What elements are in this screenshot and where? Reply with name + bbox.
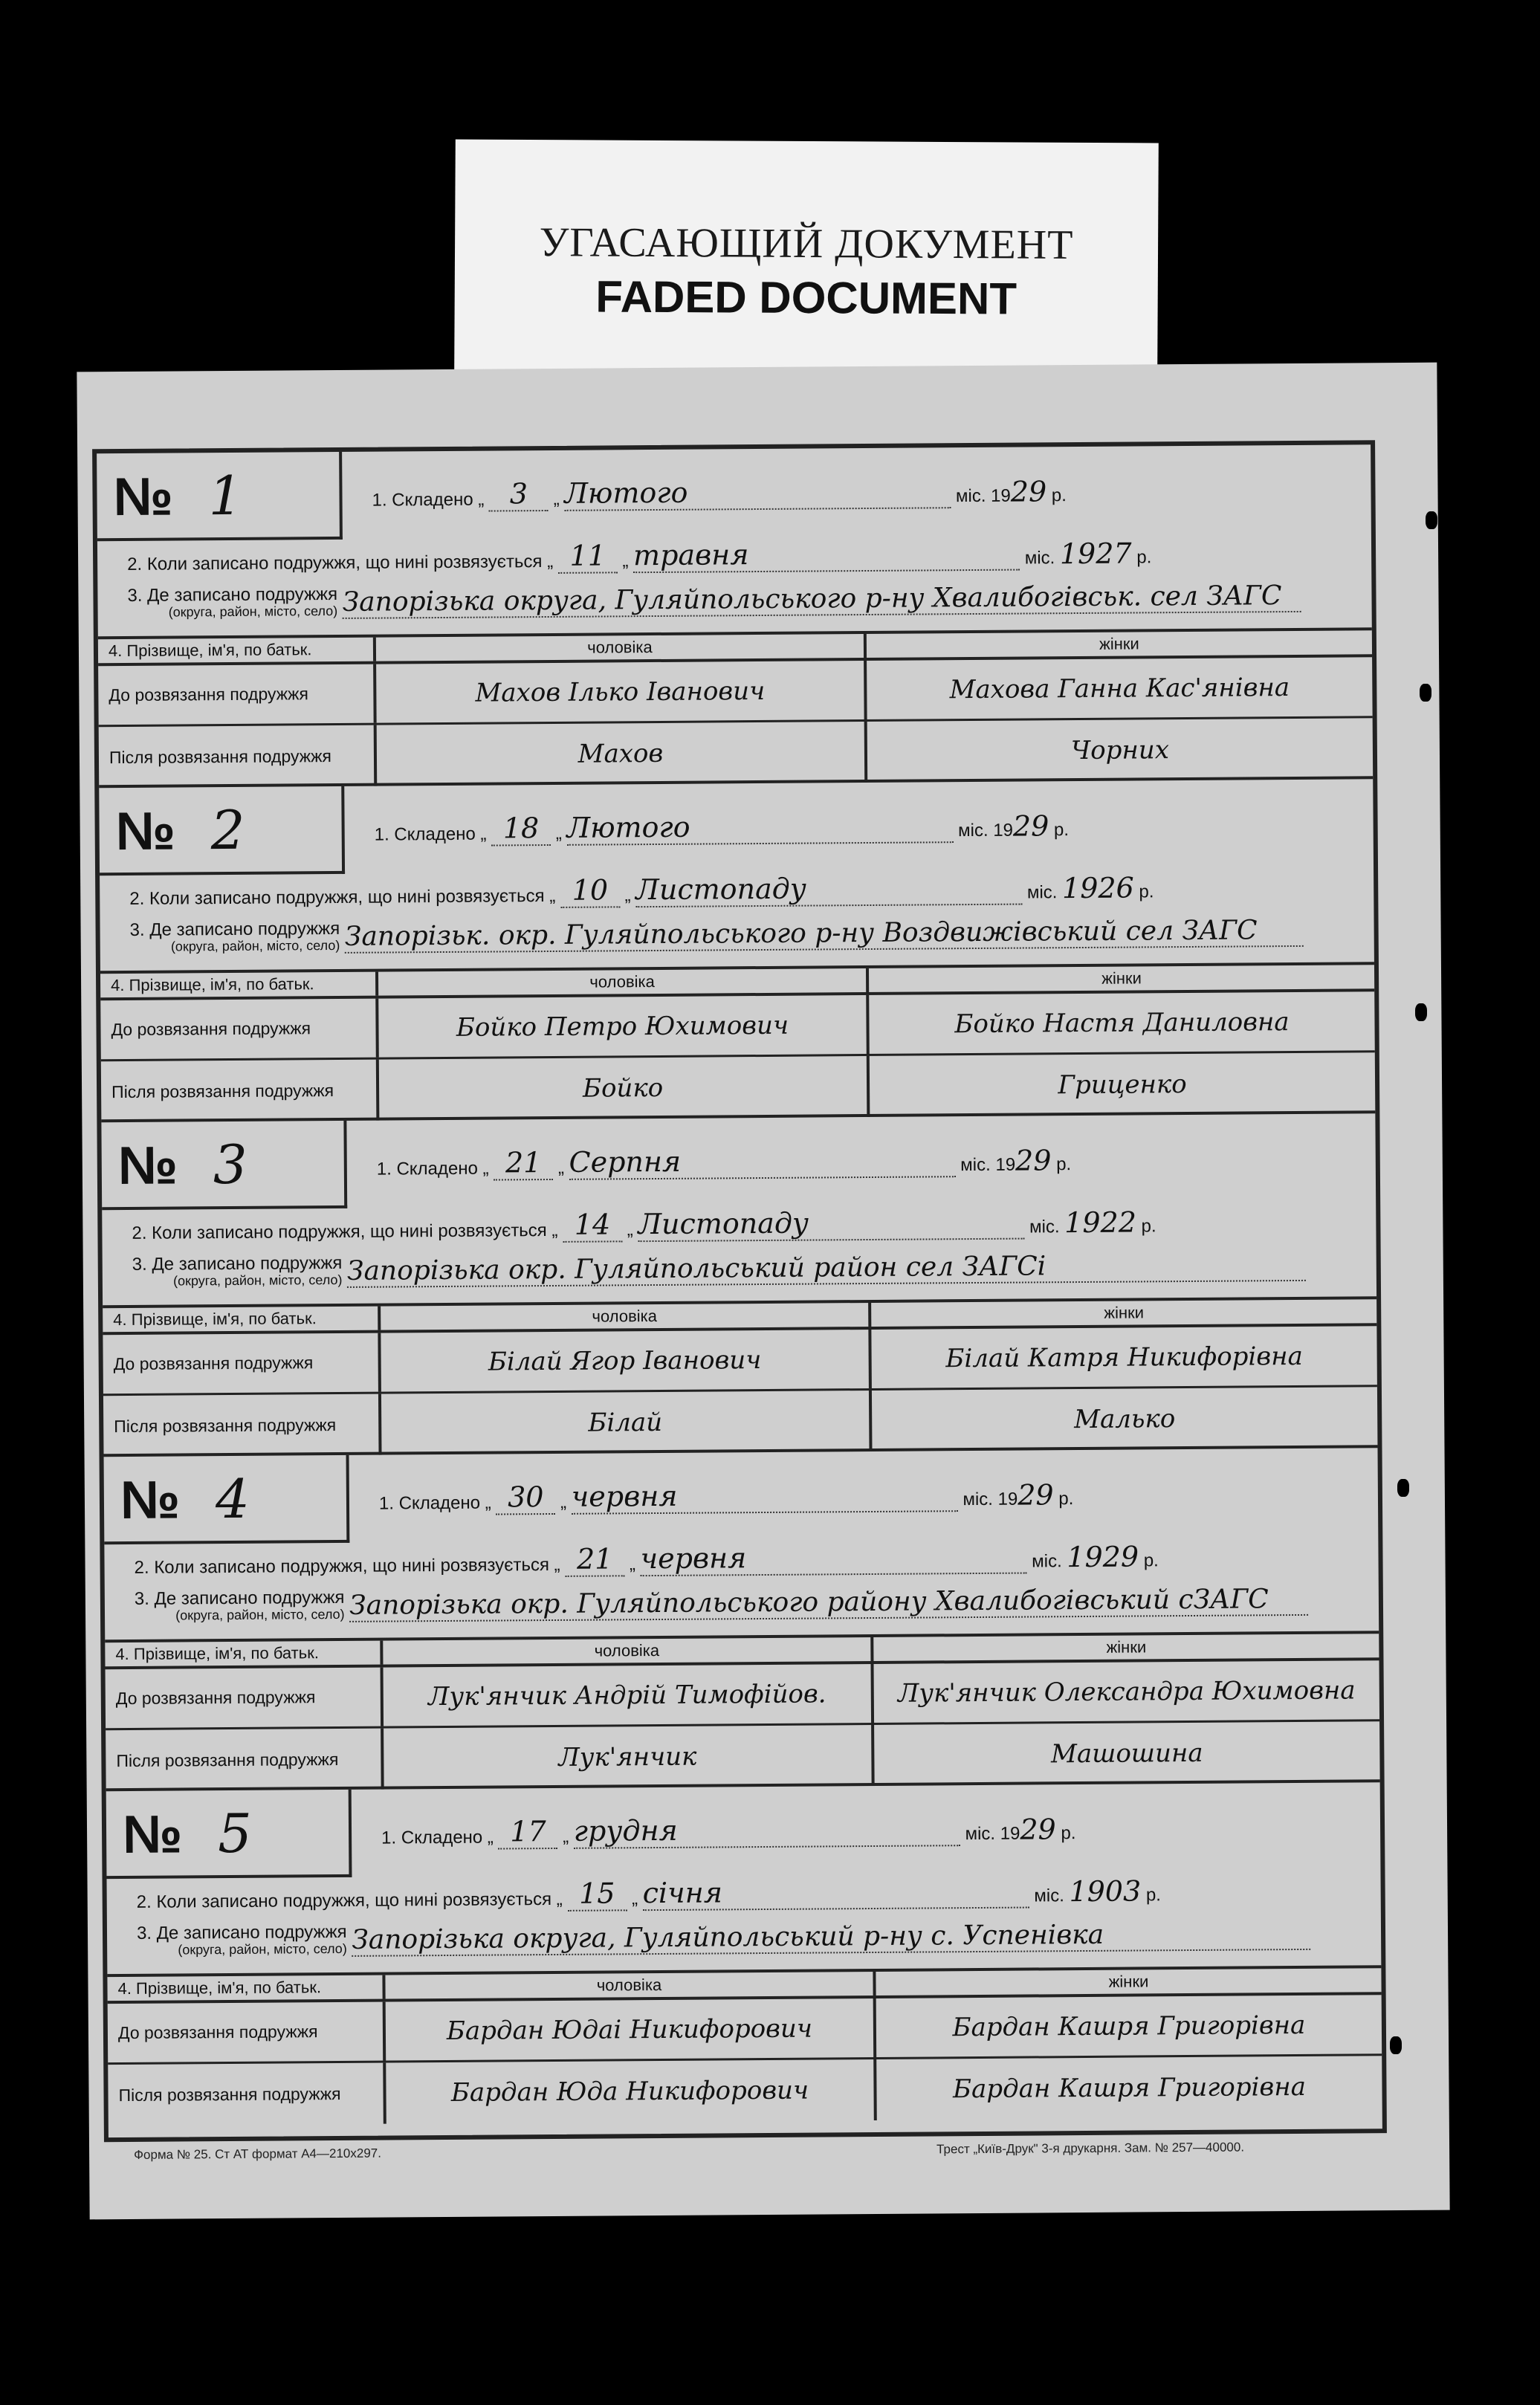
registered-year: 1927: [1059, 537, 1132, 571]
divorce-record: [101, 1113, 1377, 1457]
number-sign: №: [117, 1136, 178, 1197]
record-number-box: [99, 786, 345, 875]
after-divorce-row: [101, 1052, 1376, 1122]
names-table: [105, 1631, 1379, 1791]
registered-label: 2. Коли записано подружжя, що нині розвязується: [129, 886, 545, 909]
faded-document-label: [454, 140, 1159, 374]
compiled-line: 1. Складено „ 18 „ Лютого міс. 1929 р.: [374, 809, 1070, 845]
after-divorce-row: [99, 718, 1374, 788]
punch-hole: [1420, 684, 1431, 702]
record-number: 2: [210, 798, 245, 862]
husband-after: Бардан Юда Никифорович: [386, 2059, 877, 2124]
husband-before: Білай Ягор Іванович: [381, 1330, 872, 1392]
registered-year: 1929: [1067, 1540, 1139, 1574]
husband-before: Лук'янчик Андрій Тимофійов.: [384, 1664, 875, 1726]
compiled-day: 18: [491, 812, 551, 847]
registered-month: червня: [640, 1540, 1026, 1577]
place-label-block: [135, 1587, 345, 1624]
before-divorce-row: [106, 1660, 1380, 1730]
compiled-label: 1. Складено: [376, 1158, 479, 1179]
divorce-record: [99, 779, 1375, 1122]
header-wife: жінки: [1099, 634, 1139, 653]
place-sublabel: (округа, район, місто, село): [172, 1272, 343, 1289]
wife-before: Бойко Настя Даниловна: [954, 1006, 1290, 1039]
place-line: [137, 1915, 1311, 1958]
punch-hole: [1397, 1479, 1409, 1497]
compiled-mis-label: міс.: [955, 485, 986, 507]
header-husband: чоловіка: [378, 968, 869, 996]
husband-after: Лук'янчик: [384, 1725, 875, 1790]
compiled-r-label: р.: [1061, 1823, 1076, 1844]
husband-after: Білай: [381, 1391, 873, 1455]
registered-r-label: р.: [1141, 1216, 1156, 1237]
names-table: [107, 1965, 1382, 2126]
registered-day: 11: [558, 539, 618, 574]
compiled-day: 17: [498, 1815, 557, 1850]
wife-after: Малько: [1074, 1404, 1176, 1435]
registered-year: 1926: [1061, 871, 1134, 905]
registered-line: 2. Коли записано подружжя, що нині розвязується „ 14 „ Листопаду міс. 1922 р.: [132, 1205, 1156, 1243]
footer-form-code: Форма № 25. Ст АТ формат А4—210х297.: [134, 2146, 381, 2162]
before-label: До розвязання подружжя: [103, 1333, 381, 1394]
compiled-label: 1. Складено: [374, 823, 476, 845]
names-header-label: 4. Прізвище, ім'я, по батьк.: [107, 1975, 385, 2001]
registered-month: січня: [642, 1874, 1029, 1912]
place-label: 3. Де записано подружжя: [132, 1252, 343, 1275]
record-number-box: [104, 1455, 350, 1544]
wife-before: Махова Ганна Кас'янівна: [949, 672, 1290, 705]
place-label: 3. Де записано подружжя: [136, 1921, 347, 1943]
number-sign: №: [122, 1804, 183, 1865]
number-sign: №: [120, 1470, 181, 1531]
wife-after: Машошина: [1050, 1738, 1203, 1770]
record-number-box: [97, 452, 343, 541]
husband-after: Бойко: [379, 1056, 870, 1121]
place-value: Запорізька округа, Гуляйпольський р-ну с. Успенівка: [352, 1918, 1310, 1957]
place-line: [127, 577, 1301, 621]
after-label: Після розвязання подружжя: [103, 1394, 382, 1457]
record-number: 5: [217, 1802, 253, 1865]
place-label: 3. Де записано подружжя: [127, 583, 338, 606]
header-wife: жінки: [1108, 1972, 1149, 1991]
registered-mis-label: міс.: [1026, 882, 1058, 903]
compiled-r-label: р.: [1051, 485, 1067, 506]
label-line-ru: УГАСАЮЩИЙ ДОКУМЕНТ: [539, 219, 1074, 268]
punch-hole: [1390, 2036, 1402, 2054]
names-header-label: 4. Прізвище, ім'я, по батьк.: [98, 638, 376, 664]
registered-day: 14: [563, 1208, 622, 1243]
registered-mis-label: міс.: [1032, 1551, 1062, 1572]
compiled-r-label: р.: [1053, 820, 1070, 841]
compiled-line: 1. Складено „ 21 „ Серпня міс. 1929 р.: [376, 1144, 1072, 1179]
divorce-record: [104, 1448, 1380, 1791]
compiled-year: 29: [1017, 1478, 1054, 1512]
husband-before: Бардан Юдаі Никифорович: [386, 1998, 877, 2061]
registered-month: травня: [633, 537, 1020, 574]
registered-r-label: р.: [1139, 881, 1154, 902]
wife-after: Гриценко: [1058, 1069, 1187, 1101]
label-line-en: FADED DOCUMENT: [595, 271, 1017, 324]
registered-mis-label: міс.: [1024, 548, 1055, 569]
compiled-r-label: р.: [1056, 1154, 1072, 1175]
compiled-label: 1. Складено: [378, 1492, 481, 1514]
compiled-day: 30: [496, 1480, 555, 1515]
compiled-year: 29: [1012, 809, 1049, 843]
registered-r-label: р.: [1136, 547, 1152, 568]
compiled-r-label: р.: [1058, 1489, 1074, 1509]
place-value: Запорізьк. окр. Гуляйпольського р-ну Воздвижівський сел ЗАГС: [345, 915, 1304, 954]
registered-r-label: р.: [1143, 1550, 1159, 1571]
registered-label: 2. Коли записано подружжя, що нині розвязується: [136, 1889, 552, 1912]
registered-month: Листопаду: [635, 871, 1022, 908]
place-label-block: [132, 1253, 343, 1289]
registered-day: 15: [567, 1877, 627, 1912]
record-number: 4: [215, 1467, 250, 1531]
header-wife: жінки: [1101, 968, 1142, 988]
registered-line: 2. Коли записано подружжя, що нині розвязується „ 11 „ травня міс. 1927 р.: [127, 537, 1152, 574]
registered-day: 21: [565, 1542, 624, 1577]
compiled-mis-label: міс.: [962, 1489, 993, 1510]
place-line: [135, 1581, 1309, 1624]
wife-after: Чорних: [1070, 735, 1170, 766]
number-sign: №: [113, 467, 174, 528]
divorce-record: [106, 1782, 1382, 2126]
compiled-year: 29: [1010, 475, 1047, 508]
husband-before: Бойко Петро Юхимович: [378, 995, 870, 1058]
record-number-box: [106, 1790, 352, 1879]
punch-hole: [1415, 1003, 1427, 1021]
compiled-line: 1. Складено „ 3 „ Лютого міс. 1929 р.: [372, 475, 1067, 511]
place-label-block: [129, 919, 340, 955]
compiled-year-prefix: 19: [997, 1489, 1018, 1509]
after-label: Після розвязання подружжя: [108, 2063, 386, 2126]
place-sublabel: (округа, район, місто, село): [178, 1940, 347, 1958]
registered-year: 1922: [1064, 1205, 1137, 1240]
compiled-month: Лютого: [566, 809, 953, 846]
before-label: До розвязання подружжя: [98, 664, 377, 725]
registered-r-label: р.: [1145, 1885, 1162, 1906]
place-label: 3. Де записано подружжя: [134, 1587, 345, 1609]
header-husband: чоловіка: [381, 1303, 871, 1330]
after-divorce-row: [108, 2056, 1382, 2126]
compiled-year-prefix: 19: [1000, 1823, 1020, 1844]
registered-mis-label: міс.: [1034, 1886, 1064, 1906]
wife-before: Лук'янчик Олександра Юхимовна: [897, 1674, 1356, 1709]
header-wife: жінки: [1106, 1637, 1147, 1657]
registered-line: 2. Коли записано подружжя, що нині розвязується „ 15 „ січня міс. 1903 р.: [136, 1874, 1162, 1912]
registered-label: 2. Коли записано подружжя, що нині розвязується: [132, 1220, 547, 1243]
place-value: Запорізька окр. Гуляйпольський район сел ЗАГСі: [347, 1249, 1306, 1288]
compiled-year: 29: [1015, 1144, 1052, 1177]
form-sheet: [77, 363, 1449, 2220]
before-label: До розвязання подружжя: [108, 2002, 386, 2063]
header-husband: чоловіка: [385, 1972, 876, 1999]
place-label: 3. Де записано подружжя: [129, 918, 340, 940]
compiled-mis-label: міс.: [965, 1823, 996, 1845]
after-divorce-row: [106, 1721, 1380, 1791]
record-number: 3: [213, 1133, 248, 1197]
names-header-label: 4. Прізвище, ім'я, по батьк.: [103, 1307, 381, 1333]
wife-before: Бардан Кашря Григорівна: [952, 2010, 1306, 2042]
husband-after: Махов: [377, 722, 868, 786]
names-table: [103, 1296, 1377, 1457]
place-label-block: [137, 1922, 347, 1958]
registered-day: 10: [560, 873, 620, 908]
header-husband: чоловіка: [383, 1637, 873, 1665]
records-frame: [92, 440, 1387, 2142]
place-sublabel: (округа, район, місто, село): [175, 1606, 345, 1623]
footer-printer: Трест „Київ-Друк" 3-я друкарня. Зам. № 257—40000.: [936, 2140, 1245, 2157]
compiled-year-prefix: 19: [993, 820, 1014, 841]
record-number: 1: [208, 464, 243, 528]
registered-line: 2. Коли записано подружжя, що нині розвязується „ 21 „ червня міс. 1929 р.: [134, 1540, 1159, 1578]
place-sublabel: (округа, район, місто, село): [168, 603, 338, 620]
before-label: До розвязання подружжя: [106, 1668, 384, 1729]
wife-after: Бардан Кашря Григорівна: [952, 2071, 1307, 2105]
before-divorce-row: [103, 1326, 1377, 1396]
compiled-month: Лютого: [564, 474, 951, 511]
punch-hole: [1426, 511, 1437, 529]
compiled-day: 21: [494, 1146, 553, 1181]
compiled-month: червня: [572, 1477, 958, 1515]
compiled-line: 1. Складено „ 30 „ червня міс. 1929 р.: [378, 1478, 1074, 1514]
place-sublabel: (округа, район, місто, село): [170, 937, 340, 954]
compiled-mis-label: міс.: [960, 1154, 991, 1176]
registered-line: 2. Коли записано подружжя, що нині розвязується „ 10 „ Листопаду міс. 1926 р.: [129, 871, 1154, 909]
header-husband: чоловіка: [376, 634, 867, 661]
header-wife: жінки: [1104, 1303, 1145, 1322]
place-line: [129, 912, 1304, 955]
names-table: [98, 627, 1373, 788]
registered-label: 2. Коли записано подружжя, що нині розвязується: [127, 551, 543, 574]
before-divorce-row: [108, 1995, 1382, 2065]
before-divorce-row: [100, 991, 1375, 1061]
after-label: Після розвязання подружжя: [99, 725, 378, 789]
compiled-month: Серпня: [569, 1143, 955, 1180]
registered-month: Листопаду: [638, 1205, 1024, 1243]
compiled-year: 29: [1020, 1813, 1056, 1846]
compiled-label: 1. Складено: [381, 1827, 483, 1848]
names-header-label: 4. Прізвище, ім'я, по батьк.: [100, 972, 378, 998]
names-table: [100, 962, 1375, 1122]
number-sign: №: [115, 801, 176, 862]
record-number-box: [101, 1121, 347, 1210]
compiled-line: 1. Складено „ 17 „ грудня міс. 1929 р.: [381, 1813, 1076, 1848]
compiled-year-prefix: 19: [995, 1154, 1016, 1175]
compiled-month: грудня: [574, 1812, 960, 1849]
before-divorce-row: [98, 657, 1373, 727]
registered-mis-label: міс.: [1029, 1217, 1060, 1237]
compiled-year-prefix: 19: [991, 485, 1011, 506]
compiled-label: 1. Складено: [372, 489, 473, 511]
place-value: Запорізька окр. Гуляйпольського району Хвалибогівський сЗАГС: [349, 1584, 1308, 1622]
before-label: До розвязання подружжя: [100, 999, 379, 1060]
husband-before: Махов Ілько Іванович: [376, 661, 867, 723]
after-label: Після розвязання подружжя: [101, 1060, 380, 1123]
after-label: Після розвязання подружжя: [106, 1729, 384, 1792]
place-label-block: [127, 584, 337, 621]
compiled-mis-label: міс.: [958, 820, 989, 841]
place-value: Запорізька округа, Гуляйпольського р-ну Хвалибогівськ. сел ЗАГС: [343, 580, 1301, 619]
wife-before: Білай Катря Никифорівна: [945, 1341, 1303, 1373]
compiled-day: 3: [489, 477, 549, 512]
after-divorce-row: [103, 1387, 1378, 1457]
place-line: [132, 1246, 1307, 1289]
divorce-record: [97, 444, 1373, 788]
registered-year: 1903: [1069, 1874, 1142, 1909]
names-header-label: 4. Прізвище, ім'я, по батьк.: [105, 1641, 383, 1667]
registered-label: 2. Коли записано подружжя, що нині розвязується: [134, 1555, 549, 1578]
